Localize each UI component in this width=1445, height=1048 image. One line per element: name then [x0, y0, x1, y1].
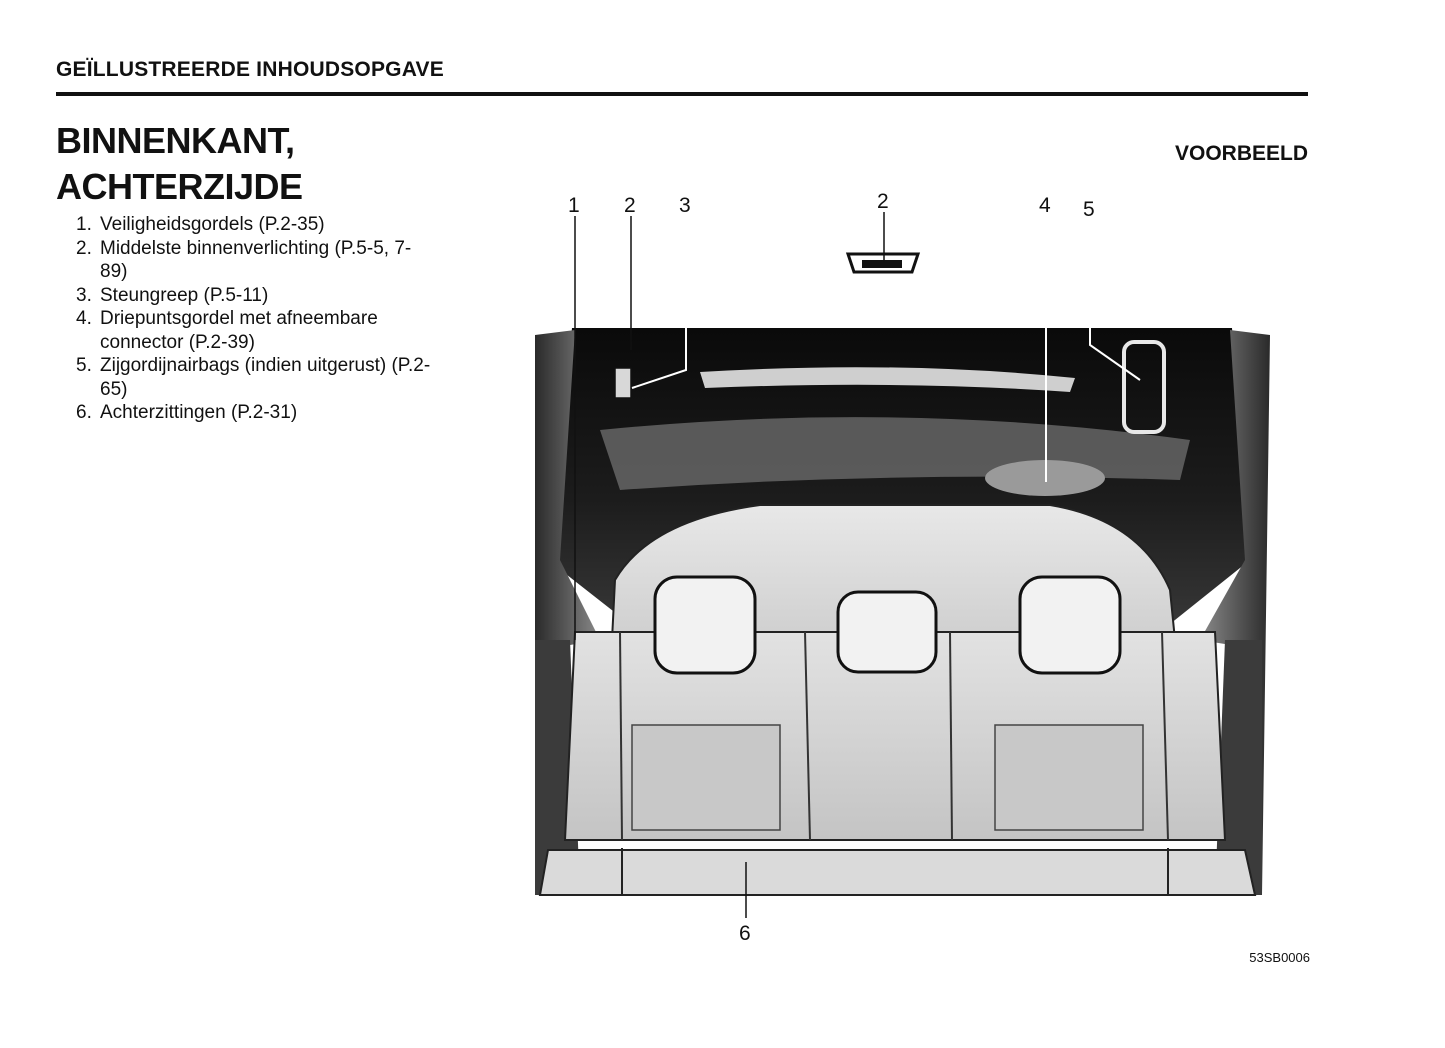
- headrest-center: [838, 592, 936, 672]
- callout-6: 6: [739, 922, 751, 945]
- legend-item-number: 2.: [76, 237, 92, 259]
- legend-item-text: Steungreep (P.5-11): [100, 284, 269, 306]
- seat-panel-left: [632, 725, 780, 830]
- legend-item-text: Achterzittingen (P.2-31): [100, 402, 298, 423]
- callout-3: 3: [679, 194, 691, 217]
- legend-item: [76, 307, 436, 354]
- legend-item-number: 3.: [76, 284, 92, 306]
- page-title-line-1: BINNENKANT,: [56, 120, 295, 161]
- header-rule: [56, 92, 1308, 96]
- legend-item-text: Driepuntsgordel met afneembare connector (P.2-39): [100, 308, 378, 353]
- legend-item: [76, 213, 436, 237]
- callout-1: 1: [568, 194, 580, 217]
- legend-item-number: 4.: [76, 308, 92, 329]
- legend-list: [76, 213, 436, 425]
- seat-panel-right: [995, 725, 1143, 830]
- rear-interior-drawing: [530, 180, 1270, 950]
- page-title-line-2: ACHTERZIJDE: [56, 166, 303, 207]
- callout-4: 4: [1039, 194, 1051, 217]
- legend-item: [76, 354, 436, 401]
- legend-item: [76, 401, 436, 425]
- callout-5: 5: [1083, 198, 1095, 221]
- legend-item-number: 5.: [76, 355, 92, 376]
- headrest-right: [1020, 577, 1120, 673]
- legend-item-text: Zijgordijnairbags (indien uitgerust) (P.2-65): [100, 355, 431, 400]
- legend-item: [76, 284, 436, 308]
- legend-item-text: Middelste binnenverlichting (P.5-5, 7-89): [100, 237, 412, 282]
- legend-item-number: 6.: [76, 402, 92, 423]
- section-header: GEÏLLUSTREERDE INHOUDSOPGAVE: [56, 58, 444, 81]
- legend-item-number: 1.: [76, 214, 92, 235]
- callout-2-left: 2: [624, 194, 636, 217]
- rear-seat-cushion: [540, 850, 1255, 895]
- example-label: VOORBEELD: [1174, 142, 1308, 165]
- image-code: 53SB0006: [1249, 950, 1310, 965]
- center-interior-light-lens: [862, 260, 902, 268]
- callout-2-center: 2: [877, 190, 889, 213]
- legend-item-text: Veiligheidsgordels (P.2-35): [100, 214, 325, 235]
- assist-grip: [615, 368, 631, 398]
- legend-item: [76, 237, 436, 284]
- headrest-left: [655, 577, 755, 673]
- rear-interior-illustration: [530, 180, 1270, 950]
- page-title: [56, 118, 303, 210]
